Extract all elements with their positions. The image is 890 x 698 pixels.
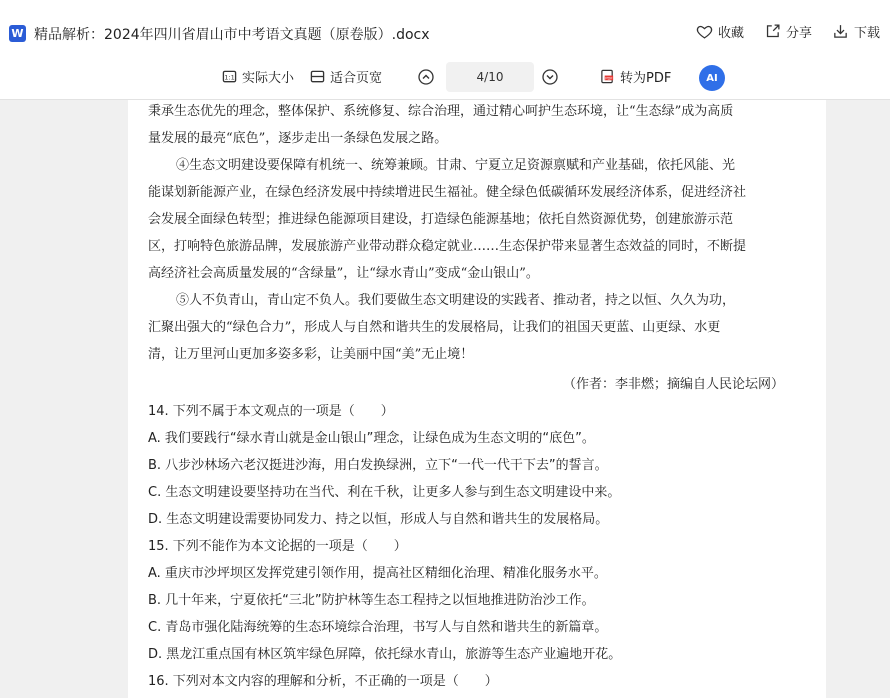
share-label: 分享 xyxy=(785,26,812,41)
viewer-toolbar xyxy=(0,52,890,100)
paragraph-line: 汇聚出强大的“绿色合力”，形成人与自然和谐共生的发展格局，让我们的祖国天更蓝、山更绿、水更 xyxy=(148,320,721,335)
fit-width-button[interactable] xyxy=(310,67,382,86)
question-line: A. 我们要践行“绿水青山就是金山银山”理念，让绿色成为生态文明的“底色”。 xyxy=(148,431,595,446)
pdf-icon xyxy=(600,69,615,84)
share-button[interactable] xyxy=(764,22,812,41)
download-button[interactable] xyxy=(832,22,880,41)
page-number-input[interactable]: 4/10 xyxy=(446,62,534,92)
question-line: C. 生态文明建设要坚持功在当代、利在千秋，让更多人参与到生态文明建设中来。 xyxy=(148,485,621,500)
question-line: D. 黑龙江重点国有林区筑牢绿色屏障，依托绿水青山，旅游等生态产业遍地开花。 xyxy=(148,647,622,662)
paragraph-line: 清，让万里河山更加多姿多彩，让美丽中国“美”无止境！ xyxy=(148,347,474,362)
article-author: （作者：李非燃；摘编自人民论坛网） xyxy=(562,377,784,392)
fit-width-label: 适合页宽 xyxy=(330,71,383,86)
paragraph-line: 能谋划新能源产业，在绿色经济发展中持续增进民生福祉。健全绿色低碳循环发展经济体系，促进经济社 xyxy=(148,185,747,200)
svg-text:1:1: 1:1 xyxy=(224,73,235,82)
heart-icon xyxy=(696,23,713,40)
favorite-button[interactable] xyxy=(696,22,744,41)
download-label: 下载 xyxy=(853,26,880,41)
question-line: 14. 下列不属于本文观点的一项是（ ） xyxy=(148,404,394,419)
ai-assistant-button[interactable]: AI xyxy=(699,65,725,91)
share-icon xyxy=(764,23,781,40)
question-line: A. 重庆市沙坪坝区发挥党建引领作用，提高社区精细化治理、精准化服务水平。 xyxy=(148,566,607,581)
paragraph-line: 秉承生态优先的理念，整体保护、系统修复、综合治理，通过精心呵护生态环境，让“生态绿”成为高质 xyxy=(148,104,734,119)
word-doc-icon: W xyxy=(9,25,26,42)
favorite-label: 收藏 xyxy=(717,26,744,41)
paragraph-line: ④生态文明建设要保障有机统一、统筹兼顾。甘肃、宁夏立足资源禀赋和产业基础，依托风能、光 xyxy=(176,158,736,173)
actual-size-icon xyxy=(222,69,237,84)
top-actions xyxy=(696,22,880,41)
top-bar xyxy=(0,0,890,52)
question-line: 15. 下列不能作为本文论据的一项是（ ） xyxy=(148,539,407,554)
svg-text:PDF: PDF xyxy=(605,76,613,81)
convert-pdf-button[interactable] xyxy=(600,67,671,86)
paragraph-line: 区，打响特色旅游品牌，发展旅游产业带动群众稳定就业……生态保护带来显著生态效益的同时，不断提 xyxy=(148,239,747,254)
page-down-icon[interactable] xyxy=(542,69,558,85)
paragraph-line: 高经济社会高质量发展的“含绿量”，让“绿水青山”变成“金山银山”。 xyxy=(148,266,539,281)
paragraph-line: ⑤人不负青山，青山定不负人。我们要做生态文明建设的实践者、推动者，持之以恒、久久为功， xyxy=(176,293,736,308)
paragraph-line: 会发展全面绿色转型；推进绿色能源项目建设，打造绿色能源基地；依托自然资源优势，创建旅游示范 xyxy=(148,212,734,227)
question-line: B. 几十年来，宁夏依托“三北”防护林等生态工程持之以恒地推进防治沙工作。 xyxy=(148,593,595,608)
document-title: 精品解析：2024年四川省眉山市中考语文真题（原卷版）.docx xyxy=(34,27,430,43)
page-up-icon[interactable] xyxy=(418,69,434,85)
actual-size-button[interactable] xyxy=(222,67,294,86)
paragraph-line: 量发展的最亮“底色”，逐步走出一条绿色发展之路。 xyxy=(148,131,448,146)
question-line: 16. 下列对本文内容的理解和分析，不正确的一项是（ ） xyxy=(148,674,498,689)
download-icon xyxy=(832,23,849,40)
question-line: C. 青岛市强化陆海统筹的生态环境综合治理，书写人与自然和谐共生的新篇章。 xyxy=(148,620,608,635)
convert-pdf-label: 转为PDF xyxy=(620,71,672,86)
actual-size-label: 实际大小 xyxy=(242,71,295,86)
document-page xyxy=(128,100,826,698)
question-line: D. 生态文明建设需要协同发力、持之以恒，形成人与自然和谐共生的发展格局。 xyxy=(148,512,609,527)
fit-width-icon xyxy=(310,69,325,84)
question-line: B. 八步沙林场六老汉挺进沙海，用白发换绿洲，立下“一代一代干下去”的誓言。 xyxy=(148,458,608,473)
